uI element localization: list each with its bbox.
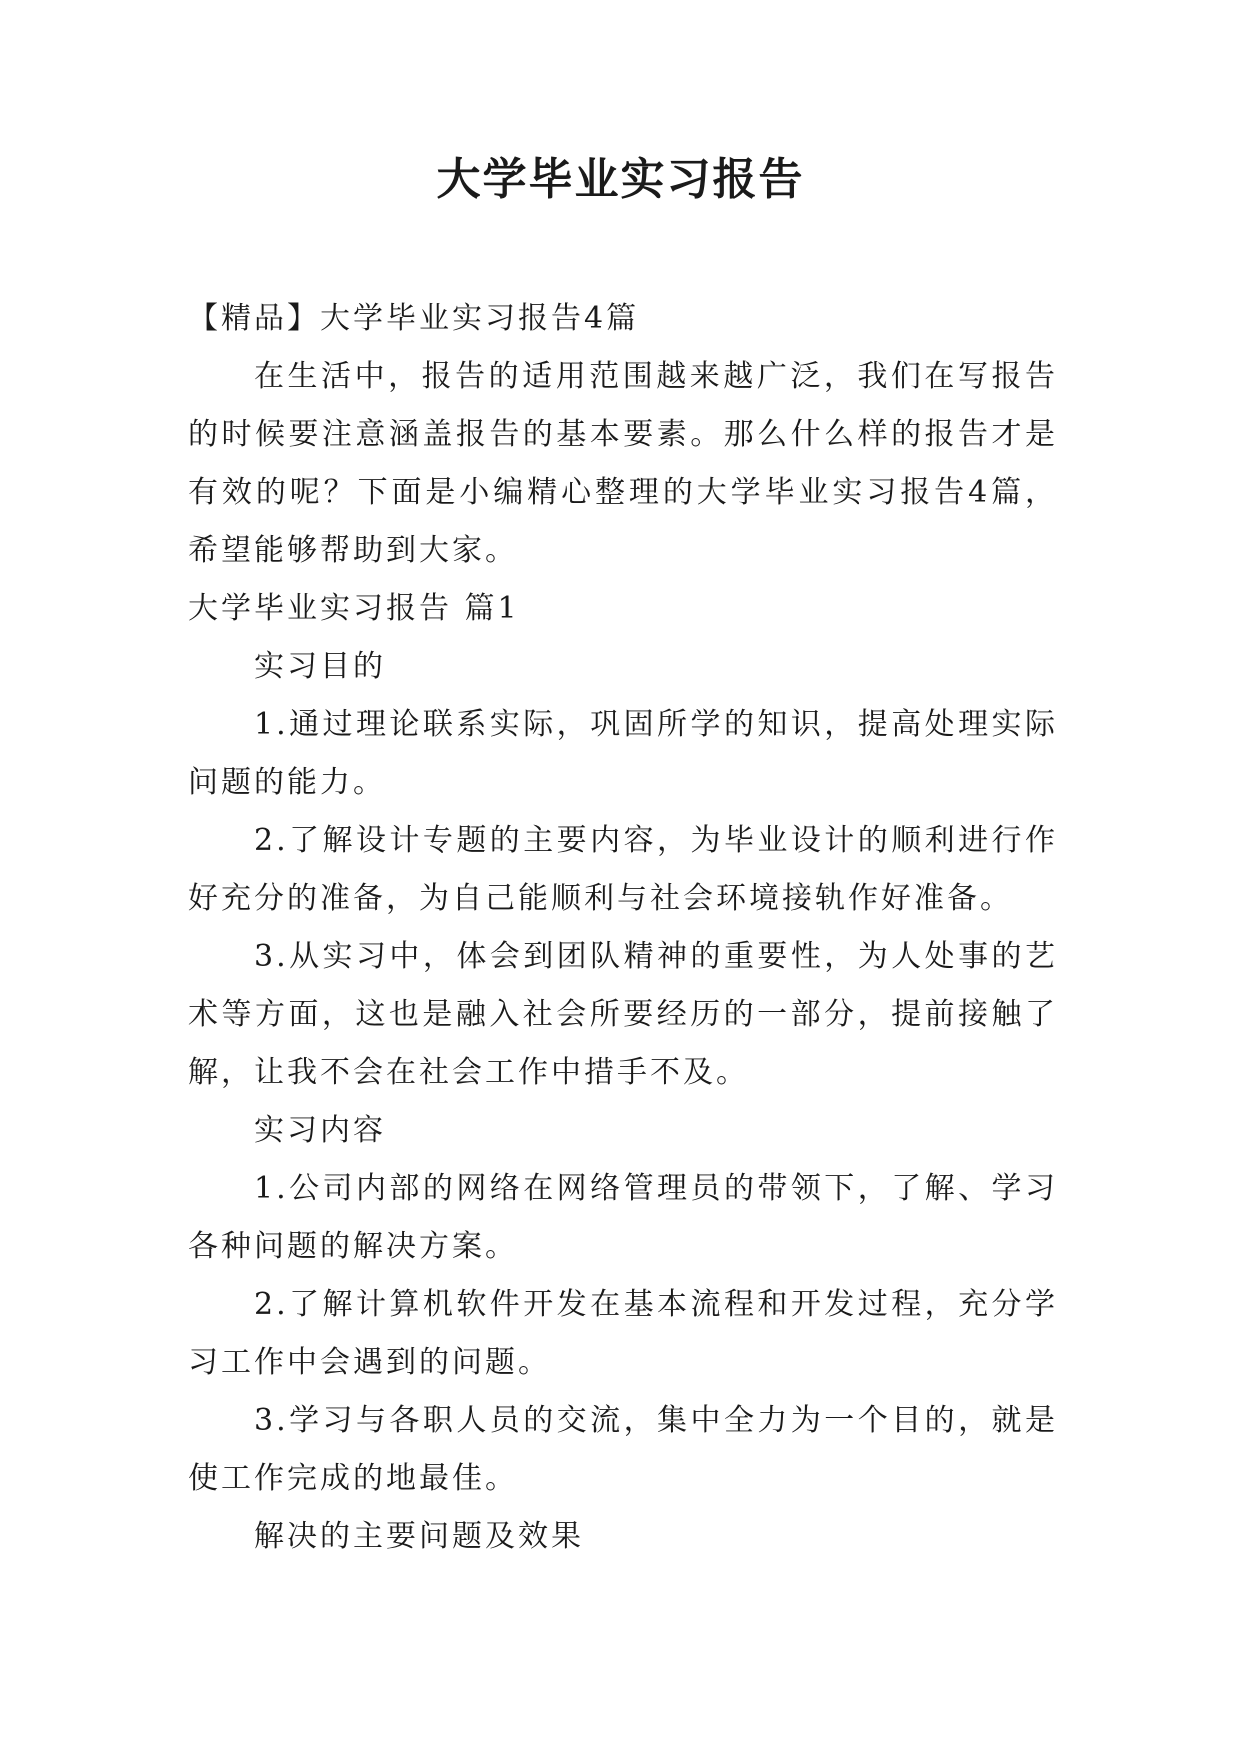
section-heading: 大学毕业实习报告 篇1 bbox=[188, 591, 520, 626]
subsection-heading: 解决的主要问题及效果 bbox=[254, 1519, 584, 1554]
subsection-heading: 实习内容 bbox=[254, 1113, 386, 1148]
list-item: 3.学习与各职人员的交流，集中全力为一个目的，就是使工作完成的地最佳。 bbox=[188, 1403, 1058, 1496]
list-item: 3.从实习中，体会到团队精神的重要性，为人处事的艺术等方面，这也是融入社会所要经历的一部分，提前接触了解，让我不会在社会工作中措手不及。 bbox=[188, 939, 1058, 1090]
document-title: 大学毕业实习报告 bbox=[436, 154, 805, 205]
subtitle-line: 【精品】大学毕业实习报告4篇 bbox=[188, 301, 640, 336]
document-body bbox=[188, 290, 1058, 1566]
list-item: 1.公司内部的网络在网络管理员的带领下，了解、学习各种问题的解决方案。 bbox=[188, 1171, 1058, 1264]
subsection-heading: 实习目的 bbox=[254, 649, 386, 684]
list-item: 1.通过理论联系实际，巩固所学的知识，提高处理实际问题的能力。 bbox=[188, 707, 1058, 800]
intro-paragraph: 在生活中，报告的适用范围越来越广泛，我们在写报告的时候要注意涵盖报告的基本要素。那么什么样的报告才是有效的呢？下面是小编精心整理的大学毕业实习报告4篇，希望能够帮助到大家。 bbox=[188, 359, 1058, 568]
list-item: 2.了解计算机软件开发在基本流程和开发过程，充分学习工作中会遇到的问题。 bbox=[188, 1287, 1058, 1380]
list-item: 2.了解设计专题的主要内容，为毕业设计的顺利进行作好充分的准备，为自己能顺利与社会环境接轨作好准备。 bbox=[188, 823, 1058, 916]
